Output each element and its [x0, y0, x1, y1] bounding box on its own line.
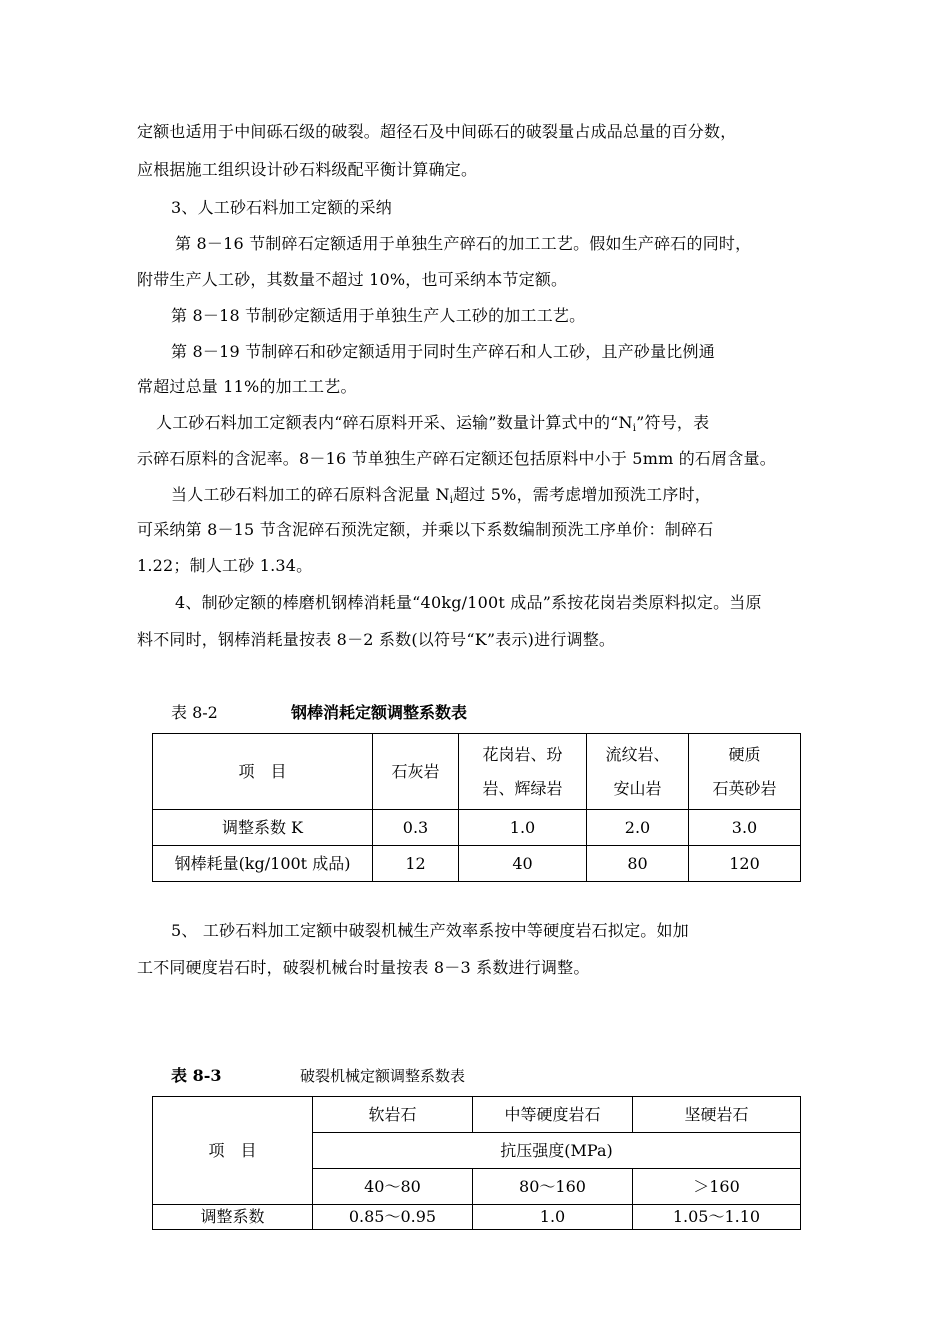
row-label: 钢棒耗量(kg/100t 成品): [153, 846, 373, 882]
header-cell-quartz-sandstone: [689, 734, 801, 810]
table-cell: 12: [373, 846, 459, 882]
text-line: 第 8－16 节制碎石定额适用于单独生产碎石的加工工艺。假如生产碎石的同时，: [175, 234, 752, 253]
section-heading-5: 5、 工砂石料加工定额中破裂机械生产效率系按中等硬度岩石拟定。如加: [171, 921, 689, 940]
text-line: 常超过总量 11%的加工工艺。: [137, 377, 357, 396]
text-line: 料不同时，钢棒消耗量按表 8－2 系数(以符号“K”表示)进行调整。: [137, 630, 616, 649]
header-cell-line: 硬质: [728, 744, 761, 764]
table-cell: 0.85～0.95: [313, 1205, 473, 1230]
text-line: 第 8－18 节制砂定额适用于单独生产人工砂的加工工艺。: [171, 306, 586, 325]
table-cell: 40: [459, 846, 587, 882]
header-cell-line: 花岗岩、玢: [482, 744, 563, 764]
section-heading-3: 3、人工砂石料加工定额的采纳: [171, 198, 392, 217]
table-cell: 2.0: [587, 810, 689, 846]
table-row: [153, 810, 801, 846]
table-crusher-coefficients: [152, 1096, 801, 1230]
header-cell-granite: [459, 734, 587, 810]
header-cell-rhyolite: [587, 734, 689, 810]
table-caption-number: 表 8-3: [171, 1066, 222, 1085]
header-cell-item: 项 目: [153, 1097, 313, 1205]
table-row: [153, 1205, 801, 1230]
subscript: i: [449, 495, 454, 506]
table-cell: 120: [689, 846, 801, 882]
text-segment: 超过 5%，需考虑增加预洗工序时，: [453, 485, 711, 504]
table-cell: 1.0: [473, 1205, 633, 1230]
text-line: 第 8－19 节制碎石和砂定额适用于同时生产碎石和人工砂，且产砂量比例通: [171, 342, 715, 361]
text-line: 定额也适用于中间砾石级的破裂。超径石及中间砾石的破裂量占成品总量的百分数，: [137, 122, 737, 141]
table-cell: ＞160: [633, 1169, 801, 1205]
text-segment: ”符号，表: [636, 413, 710, 432]
header-cell-line: 流纹岩、: [605, 744, 670, 764]
table-cell: 80: [587, 846, 689, 882]
table-caption-title: 破裂机械定额调整系数表: [300, 1067, 466, 1085]
header-cell-limestone: 石灰岩: [373, 734, 459, 810]
text-segment: 当人工砂石料加工的碎石原料含泥量 N: [171, 485, 450, 504]
text-line: 应根据施工组织设计砂石料级配平衡计算确定。: [137, 160, 478, 179]
header-cell-medium-rock: 中等硬度岩石: [473, 1097, 633, 1133]
table-cell: 1.0: [459, 810, 587, 846]
table-cell: 40～80: [313, 1169, 473, 1205]
table-steel-rod-coefficients: [152, 733, 801, 882]
text-line: 可采纳第 8－15 节含泥碎石预洗定额，并乘以下系数编制预洗工序单价：制碎石: [137, 520, 714, 539]
text-line: 1.22；制人工砂 1.34。: [137, 556, 313, 575]
section-heading-4: 4、制砂定额的棒磨机钢棒消耗量“40kg/100t 成品”系按花岗岩类原料拟定。当原: [175, 593, 762, 612]
table-cell: 80～160: [473, 1169, 633, 1205]
table-header-row: [153, 734, 801, 810]
text-line: 附带生产人工砂，其数量不超过 10%，也可采纳本节定额。: [137, 270, 568, 289]
table-cell: 1.05～1.10: [633, 1205, 801, 1230]
row-label: 调整系数: [153, 1205, 313, 1230]
text-line: 示碎石原料的含泥率。8－16 节单独生产碎石定额还包括原料中小于 5mm 的石屑含量。: [137, 449, 776, 468]
subscript: i: [632, 423, 637, 434]
header-cell-hard-rock: 坚硬岩石: [633, 1097, 801, 1133]
text-line: 工不同硬度岩石时，破裂机械台时量按表 8－3 系数进行调整。: [137, 958, 590, 977]
header-cell-strength: 抗压强度(MPa): [313, 1133, 801, 1169]
header-cell-line: 岩、辉绿岩: [482, 778, 563, 798]
header-cell-soft-rock: 软岩石: [313, 1097, 473, 1133]
header-cell-line: 安山岩: [613, 778, 662, 798]
text-segment: 人工砂石料加工定额表内“碎石原料开采、运输”数量计算式中的“N: [156, 413, 633, 432]
table-caption-title: 钢棒消耗定额调整系数表: [291, 703, 468, 722]
text-line: [156, 412, 709, 440]
table-cell: 3.0: [689, 810, 801, 846]
row-label: 调整系数 K: [153, 810, 373, 846]
table-cell: 0.3: [373, 810, 459, 846]
header-cell-line: 石英砂岩: [712, 778, 777, 798]
table-row: [153, 846, 801, 882]
text-line: [171, 484, 711, 512]
table-caption-number: 表 8-2: [171, 703, 218, 722]
header-cell-item: 项 目: [153, 734, 373, 810]
table-header-row: [153, 1097, 801, 1133]
